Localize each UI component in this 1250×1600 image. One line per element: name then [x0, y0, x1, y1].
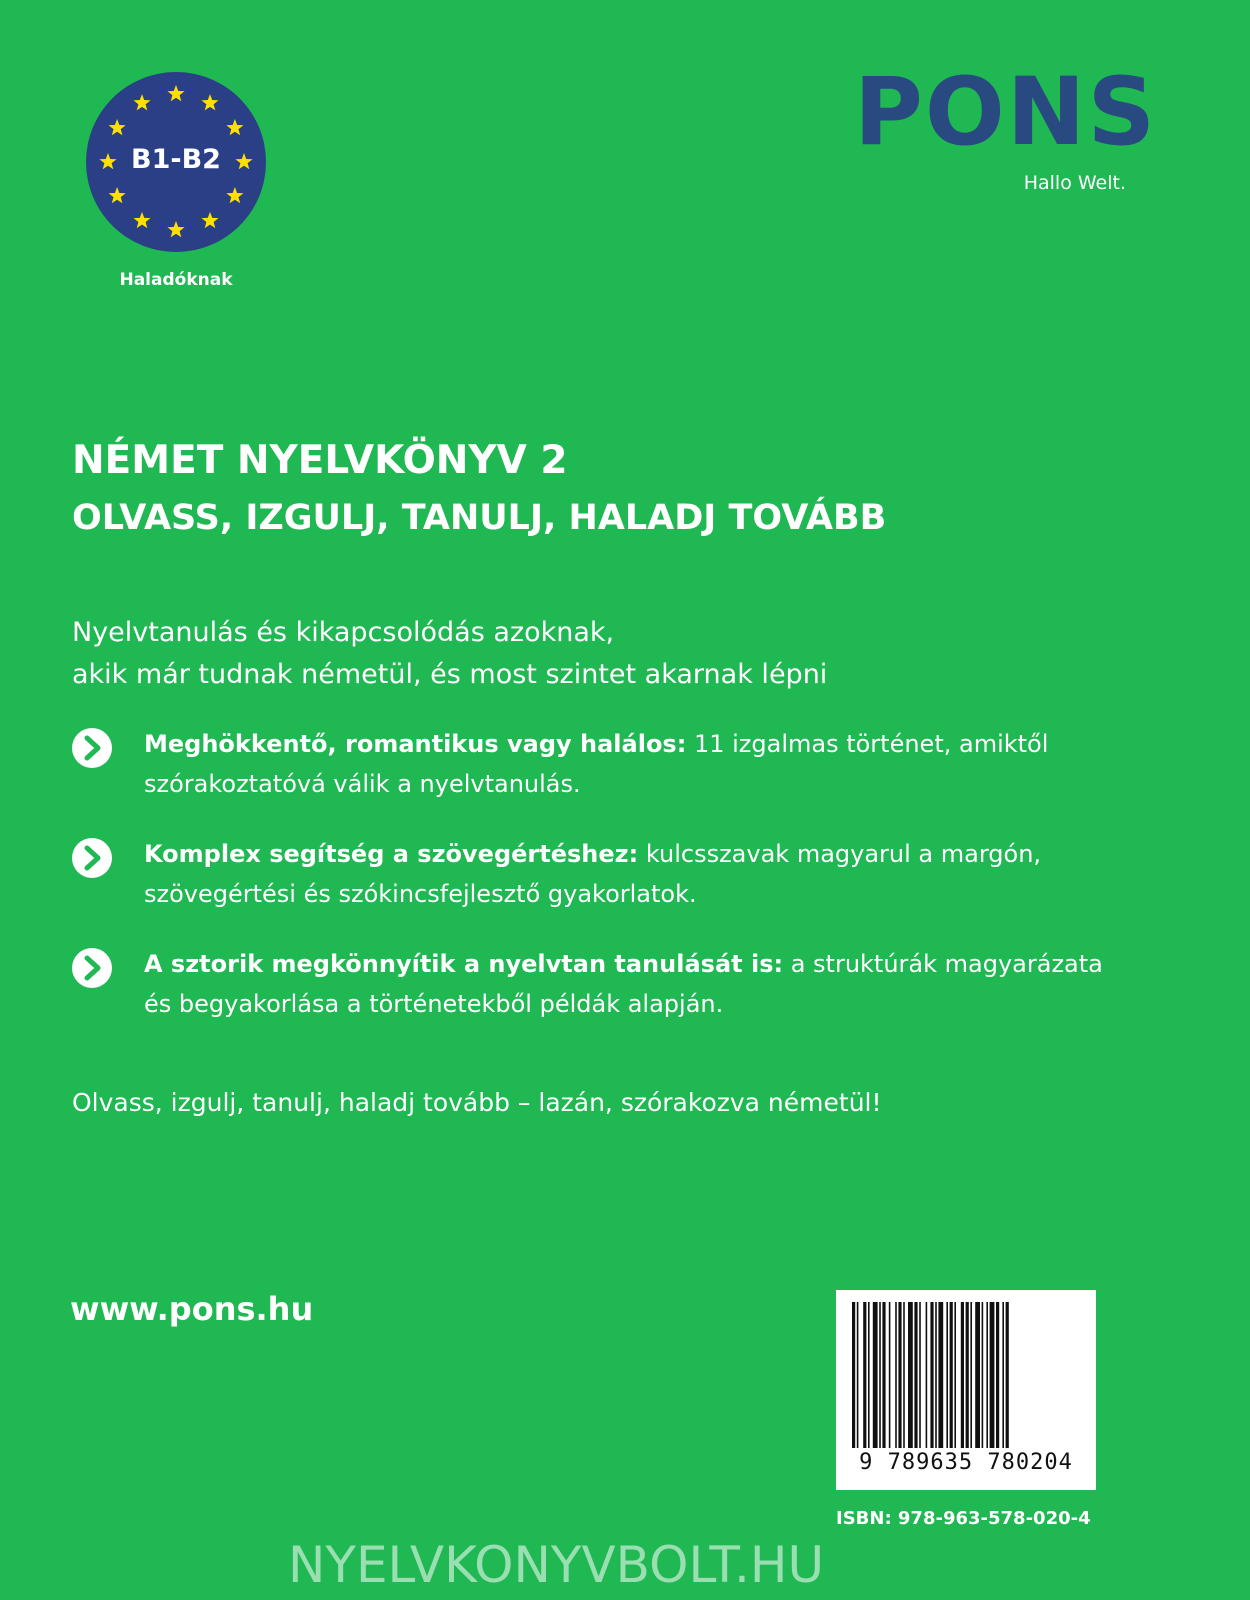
star-icon [226, 119, 243, 135]
watermark: NYELVKONYVBOLT.HU [288, 1536, 825, 1594]
feature-bold-3: A sztorik megkönnyítik a nyelvtan tanulását is: [144, 950, 784, 978]
feature-desc-1: 11 izgalmas történet, amiktől szórakoztatóvá válik a nyelvtanulás. [144, 730, 1049, 798]
website-link[interactable]: www.pons.hu [70, 1290, 314, 1328]
barcode-bar [970, 1302, 972, 1448]
barcode-digits: 9 789635 780204 [859, 1450, 1073, 1475]
logo-text: PONS [854, 58, 1158, 167]
chevron-right-icon [72, 728, 112, 768]
intro-text [72, 612, 1072, 696]
chevron-right-icon [72, 838, 112, 878]
feature-text-1 [144, 724, 1104, 804]
chevron-right-icon [72, 948, 112, 988]
star-icon [201, 212, 218, 228]
barcode-bar [919, 1302, 921, 1448]
barcode-bar [986, 1302, 988, 1448]
barcode-bar [895, 1302, 897, 1448]
star-icon [133, 212, 150, 228]
star-icon [167, 221, 184, 237]
level-badge [86, 72, 266, 252]
barcode-bar [950, 1302, 953, 1448]
barcode-bar [938, 1302, 943, 1448]
barcode-bar [961, 1302, 964, 1448]
star-icon [226, 187, 243, 203]
barcode-bar [935, 1302, 937, 1448]
book-title: NÉMET NYELVKÖNYV 2 [72, 438, 568, 483]
barcode-bar [1006, 1302, 1009, 1448]
barcode [836, 1290, 1096, 1490]
barcode-bar [982, 1302, 984, 1448]
star-icon [109, 187, 126, 203]
barcode-bar [889, 1302, 891, 1448]
barcode-bar [873, 1302, 878, 1448]
barcode-bar [908, 1302, 913, 1448]
barcode-bar [930, 1302, 933, 1448]
barcode-bar [1002, 1302, 1004, 1448]
barcode-bar [946, 1302, 948, 1448]
barcode-bar [868, 1302, 870, 1448]
badge-caption: Haladóknak [119, 270, 233, 290]
barcode-bar [852, 1302, 855, 1448]
badge-level: B1-B2 [131, 144, 221, 175]
barcode-bar [882, 1302, 885, 1448]
barcode-bar [914, 1302, 917, 1448]
feature-desc-2: kulcsszavak magyarul a margón, szövegértési és szókincsfejlesztő gyakorlatok. [144, 840, 1042, 908]
barcode-bar [966, 1302, 969, 1448]
star-icon [109, 119, 126, 135]
feature-bold-2: Komplex segítség a szövegértéshez: [144, 840, 639, 868]
pons-logo [854, 58, 1158, 167]
barcode-bar [898, 1302, 901, 1448]
isbn-number: ISBN: 978-963-578-020-4 [836, 1508, 1091, 1529]
barcode-bar [857, 1302, 859, 1448]
barcode-bar [990, 1302, 995, 1448]
barcode-bar [863, 1302, 866, 1448]
barcode-bar [975, 1302, 980, 1448]
star-icon [133, 94, 150, 110]
barcode-bar [926, 1302, 928, 1448]
feature-text-2 [144, 834, 1104, 914]
book-subtitle: OLVASS, IZGULJ, TANULJ, HALADJ TOVÁBB [72, 498, 887, 538]
barcode-bars [852, 1302, 1080, 1448]
intro-line-2: akik már tudnak németül, és most szintet akarnak lépni [72, 659, 828, 690]
star-icon [201, 94, 218, 110]
barcode-bar [879, 1302, 881, 1448]
star-icon [167, 85, 184, 101]
barcode-bar [954, 1302, 956, 1448]
barcode-bar [903, 1302, 905, 1448]
logo-tagline: Hallo Welt. [1023, 172, 1126, 194]
feature-bold-1: Meghökkentő, romantikus vagy halálos: [144, 730, 687, 758]
intro-line-1: Nyelvtanulás és kikapcsolódás azoknak, [72, 617, 615, 648]
outro-text: Olvass, izgulj, tanulj, haladj tovább – lazán, szórakozva németül! [72, 1088, 882, 1117]
barcode-bar [996, 1302, 999, 1448]
feature-text-3 [144, 944, 1104, 1024]
feature-desc-3: a struktúrák magyarázata és begyakorlása a történetekből példák alapján. [144, 950, 1103, 1018]
